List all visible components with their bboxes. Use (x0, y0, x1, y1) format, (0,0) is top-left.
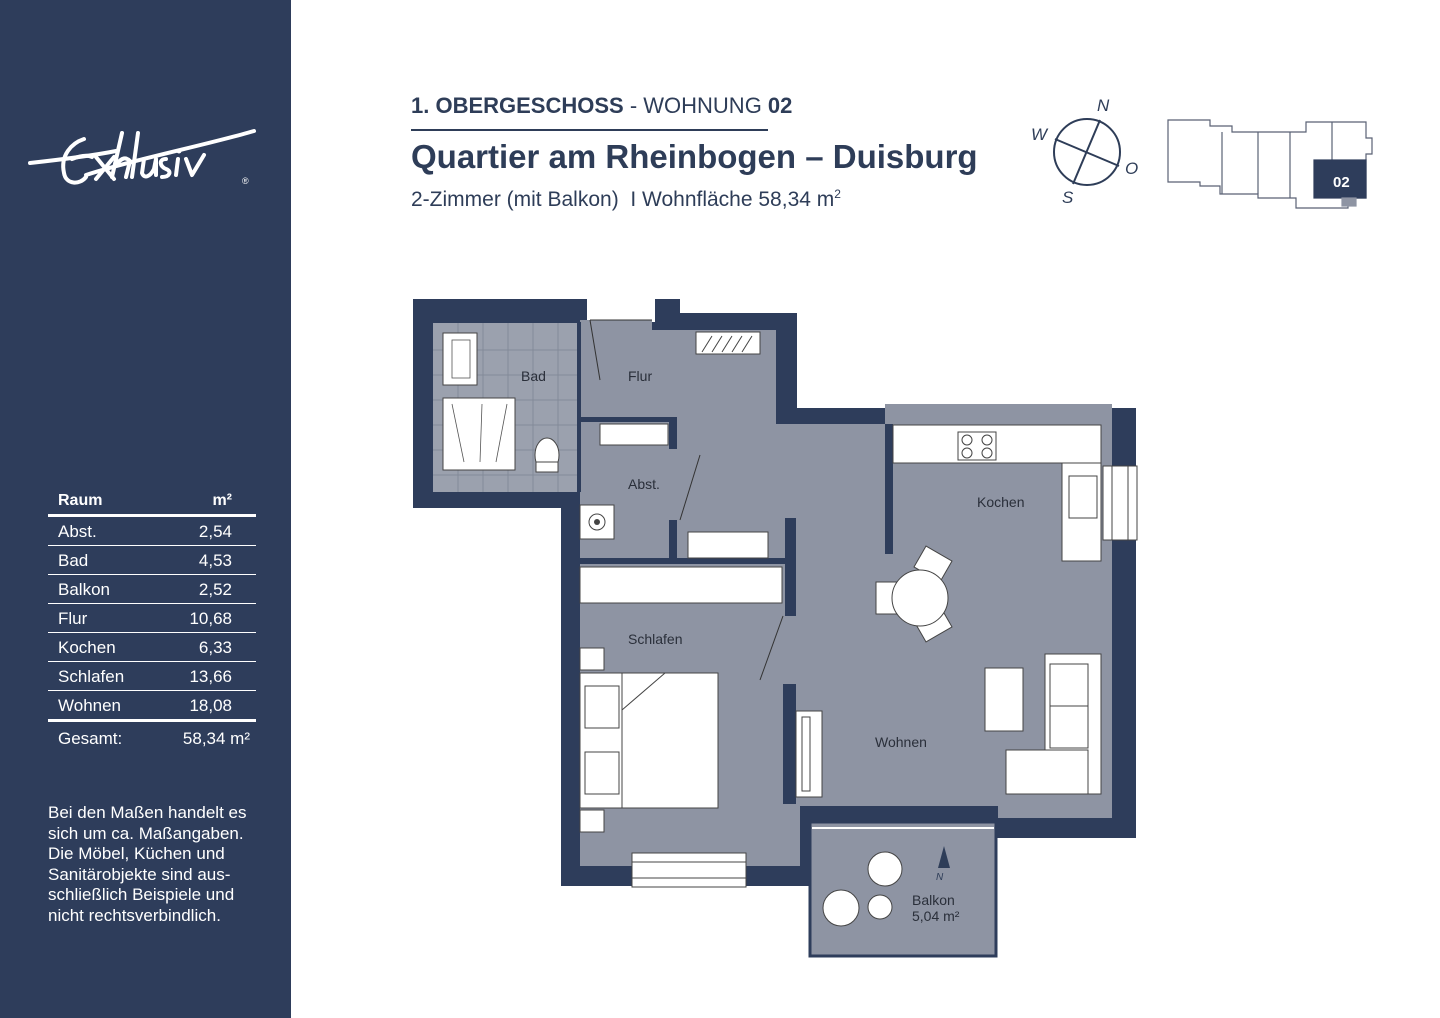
key-plan (1168, 120, 1372, 208)
label-flur: Flur (628, 368, 653, 384)
floor-label: 1. OBERGESCHOSS (411, 93, 624, 118)
label-bad: Bad (521, 368, 546, 384)
label-balkon-area: 5,04 m² (912, 908, 960, 924)
area-row-value: 6,33 (198, 638, 232, 657)
compass-n: N (1097, 96, 1110, 115)
floor-separator: - WOHNUNG (623, 93, 768, 118)
key-plan-unit: 02 (1333, 174, 1350, 191)
area-row-value: 2,52 (198, 580, 232, 599)
subtitle-sup: 2 (834, 187, 841, 201)
area-row-value: 2,54 (198, 522, 232, 541)
area-row-value: 18,08 (189, 696, 232, 715)
area-row-value: 4,53 (198, 551, 232, 570)
balcony-north: N (936, 872, 944, 883)
area-row-room: Balkon (58, 580, 110, 599)
label-balkon: Balkon (912, 892, 955, 908)
compass-w: W (1031, 125, 1048, 144)
total-value: 58,34 m² (182, 729, 250, 748)
col-area: m² (212, 492, 232, 509)
floor-plan (413, 299, 1137, 956)
area-row-room: Wohnen (58, 696, 122, 715)
col-room: Raum (58, 492, 103, 509)
label-schlafen: Schlafen (628, 631, 683, 647)
registered-mark: ® (242, 176, 249, 186)
area-row-room: Schlafen (58, 667, 125, 686)
page-title: Quartier am Rheinbogen – Duisburg (411, 138, 978, 175)
label-kochen: Kochen (977, 494, 1025, 510)
total-label: Gesamt: (58, 729, 123, 748)
area-row-room: Bad (58, 551, 89, 570)
unit-number: 02 (767, 93, 793, 118)
area-row-room: Kochen (58, 638, 116, 657)
subtitle-main: 2-Zimmer (mit Balkon) I Wohnfläche 58,34 m (411, 188, 835, 211)
label-abst: Abst. (628, 476, 660, 492)
area-row-value: 13,66 (189, 667, 232, 686)
area-row-room: Flur (58, 609, 88, 628)
compass-o: O (1125, 159, 1139, 178)
area-row-room: Abst. (58, 522, 97, 541)
area-row-value: 10,68 (189, 609, 232, 628)
compass-s: S (1062, 188, 1074, 207)
compass (1031, 96, 1138, 207)
label-wohnen: Wohnen (875, 734, 927, 750)
disclaimer-note: Bei den Maßen handelt es sich um ca. Maßangaben. Die Möbel, Küchen und Sanitärobjekte sind aus-schließlich Beispiele und nicht rechtsverbindlich. (48, 803, 247, 925)
